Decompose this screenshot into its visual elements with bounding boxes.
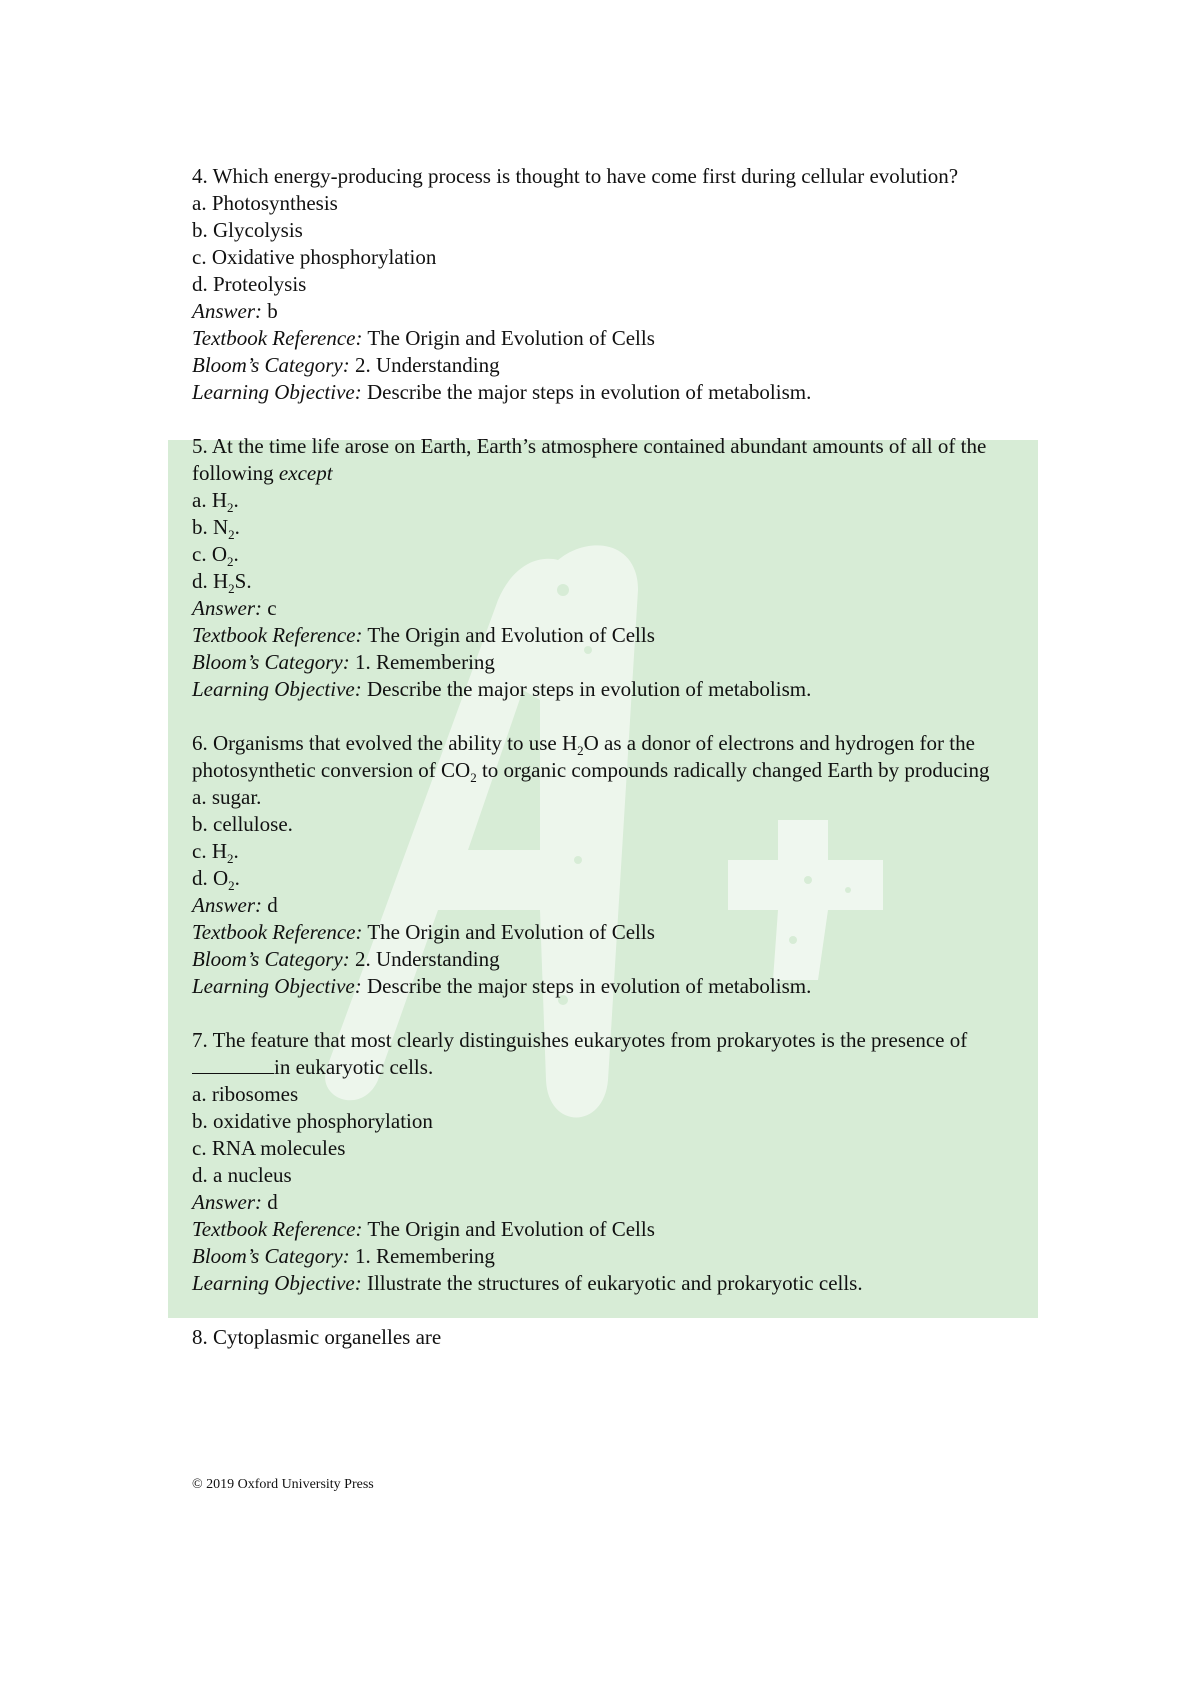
answer-value: d [267, 893, 278, 917]
reference-label: Textbook Reference: [192, 326, 363, 350]
option-b [192, 514, 1032, 541]
answer-value: b [267, 299, 278, 323]
bloom-label: Bloom’s Category: [192, 947, 350, 971]
option-suffix: . [233, 839, 239, 863]
bloom-label: Bloom’s Category: [192, 1244, 350, 1268]
bloom-label: Bloom’s Category: [192, 650, 350, 674]
option-suffix: S. [234, 569, 252, 593]
subscript: 2 [228, 581, 235, 597]
stem-text: 5. At the time life arose on Earth, Earth’s atmosphere contained abundant amounts of all of the following [192, 434, 987, 485]
reference-label: Textbook Reference: [192, 1217, 363, 1241]
bloom-value: 1. Remembering [354, 1244, 495, 1268]
reference-line [192, 919, 1032, 946]
reference-line [192, 1216, 1032, 1243]
bloom-value: 2. Understanding [354, 353, 500, 377]
objective-line [192, 973, 1032, 1000]
option-text: a. H [192, 488, 227, 512]
reference-value: The Origin and Evolution of Cells [367, 920, 655, 944]
option-text: b. N [192, 515, 229, 539]
objective-label: Learning Objective: [192, 677, 362, 701]
question-4 [192, 163, 1032, 406]
stem-emphasis: except [278, 461, 333, 485]
option-text: a. sugar. [192, 785, 262, 809]
bloom-line [192, 649, 1032, 676]
answer-value: c [267, 596, 277, 620]
option-suffix: . [233, 488, 239, 512]
option-a: a. Photosynthesis [192, 191, 338, 215]
stem-text: in eukaryotic cells. [274, 1055, 434, 1079]
option-c [192, 838, 1032, 865]
answer-line [192, 595, 1032, 622]
reference-value: The Origin and Evolution of Cells [367, 326, 655, 350]
option-text: d. H [192, 569, 229, 593]
answer-line [192, 892, 1032, 919]
question-stem [192, 1027, 1032, 1081]
option-b: b. Glycolysis [192, 218, 303, 242]
bloom-line [192, 946, 1032, 973]
subscript: 2 [227, 554, 234, 570]
reference-value: The Origin and Evolution of Cells [367, 1217, 655, 1241]
option-d: d. Proteolysis [192, 272, 307, 296]
option-d [192, 568, 1032, 595]
objective-value: Describe the major steps in evolution of metabolism. [366, 380, 812, 404]
stem-text: 6. Organisms that evolved the ability to use H [192, 731, 578, 755]
reference-line [192, 622, 1032, 649]
question-stem [192, 433, 1032, 487]
option-suffix: . [234, 515, 240, 539]
answer-label: Answer: [192, 893, 262, 917]
answer-label: Answer: [192, 596, 262, 620]
answer-line [192, 298, 1032, 325]
objective-label: Learning Objective: [192, 974, 362, 998]
answer-label: Answer: [192, 1190, 262, 1214]
option-suffix: . [234, 866, 240, 890]
stem-text: O as a donor of electrons and hydrogen for the photosynthetic conversion of CO [192, 731, 975, 782]
question-stem: 4. Which energy-producing process is thought to have come first during cellular evolution? [192, 164, 959, 188]
objective-value: Describe the major steps in evolution of metabolism. [366, 677, 812, 701]
bloom-value: 2. Understanding [354, 947, 500, 971]
objective-label: Learning Objective: [192, 1271, 362, 1295]
reference-value: The Origin and Evolution of Cells [367, 623, 655, 647]
option-c: c. RNA molecules [192, 1136, 346, 1160]
option-a: a. ribosomes [192, 1082, 299, 1106]
bloom-label: Bloom’s Category: [192, 353, 350, 377]
stem-text: to organic compounds radically changed Earth by producing [476, 758, 990, 782]
fill-in-blank [192, 1055, 274, 1074]
question-6 [192, 730, 1032, 1000]
question-stem [192, 730, 1032, 784]
objective-value: Illustrate the structures of eukaryotic and prokaryotic cells. [366, 1271, 863, 1295]
subscript: 2 [470, 770, 477, 786]
option-text: c. O [192, 542, 227, 566]
reference-label: Textbook Reference: [192, 623, 363, 647]
stem-text: 7. The feature that most clearly distinguishes eukaryotes from prokaryotes is the presence of [192, 1028, 968, 1052]
option-suffix: . [233, 542, 239, 566]
option-d: d. a nucleus [192, 1163, 292, 1187]
objective-value: Describe the major steps in evolution of metabolism. [366, 974, 812, 998]
question-list [192, 163, 1032, 1378]
objective-line [192, 379, 1032, 406]
option-a [192, 487, 1032, 514]
option-c [192, 541, 1032, 568]
subscript: 2 [228, 878, 235, 894]
option-b: b. oxidative phosphorylation [192, 1109, 433, 1133]
bloom-line [192, 1243, 1032, 1270]
reference-label: Textbook Reference: [192, 920, 363, 944]
objective-line [192, 1270, 1032, 1297]
option-text: c. H [192, 839, 227, 863]
objective-line [192, 676, 1032, 703]
reference-line [192, 325, 1032, 352]
option-c: c. Oxidative phosphorylation [192, 245, 437, 269]
answer-label: Answer: [192, 299, 262, 323]
question-8 [192, 1324, 1032, 1351]
option-text: b. cellulose. [192, 812, 293, 836]
answer-line [192, 1189, 1032, 1216]
subscript: 2 [227, 851, 234, 867]
subscript: 2 [577, 743, 584, 759]
option-a [192, 784, 1032, 811]
subscript: 2 [228, 527, 235, 543]
question-5 [192, 433, 1032, 703]
objective-label: Learning Objective: [192, 380, 362, 404]
question-stem: 8. Cytoplasmic organelles are [192, 1325, 442, 1349]
option-b [192, 811, 1032, 838]
answer-value: d [267, 1190, 278, 1214]
bloom-value: 1. Remembering [354, 650, 495, 674]
copyright-footer: © 2019 Oxford University Press [192, 1477, 374, 1492]
option-text: d. O [192, 866, 229, 890]
option-d [192, 865, 1032, 892]
subscript: 2 [227, 500, 234, 516]
question-7 [192, 1027, 1032, 1297]
bloom-line [192, 352, 1032, 379]
